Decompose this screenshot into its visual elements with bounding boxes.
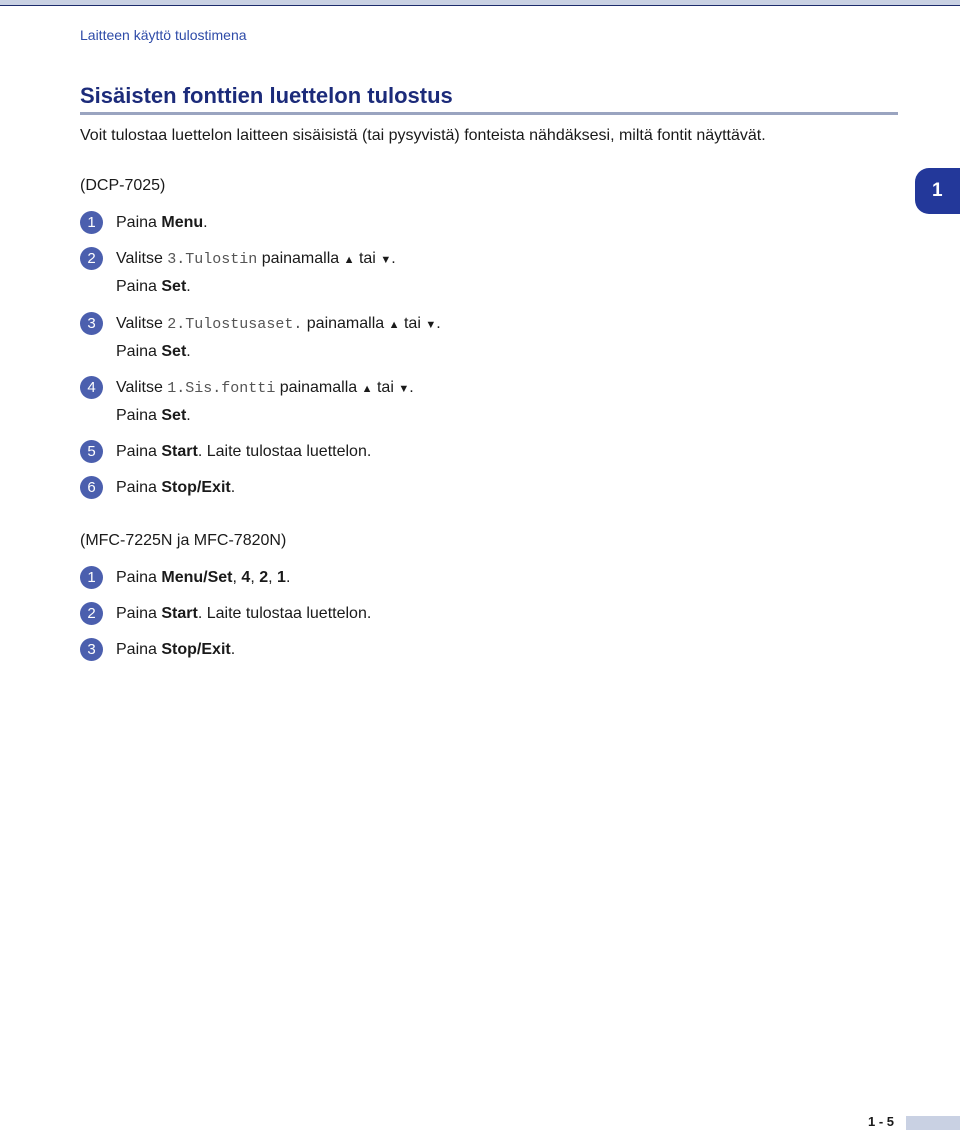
step-text: Paina Start. Laite tulostaa luettelon. — [116, 604, 372, 622]
step-text: Paina Start. Laite tulostaa luettelon. — [116, 442, 372, 460]
menu-item: 2.Tulostusaset. — [167, 315, 303, 333]
step-3-sub: Paina Set. — [116, 343, 191, 360]
step-number: 1 — [80, 566, 103, 589]
top-rule — [0, 0, 960, 6]
footer-bar — [906, 1116, 960, 1130]
step-text: Paina Menu/Set, 4, 2, 1. — [116, 568, 291, 586]
down-arrow-icon: ▼ — [425, 318, 437, 331]
running-head: Laitteen käyttö tulostimena — [80, 27, 247, 43]
step-4-sub: Paina Set. — [116, 407, 191, 424]
step-text: Valitse 2.Tulostusaset. painamalla ▲ tai ▼. — [116, 314, 441, 333]
step-number: 1 — [80, 211, 103, 234]
chapter-tab — [915, 168, 960, 214]
model-label-dcp: (DCP-7025) — [80, 177, 166, 194]
up-arrow-icon: ▲ — [361, 382, 373, 395]
step-text: Paina Stop/Exit. — [116, 478, 236, 496]
section-title: Sisäisten fonttien luettelon tulostus — [80, 83, 453, 108]
step-6 — [80, 476, 235, 499]
title-rule — [80, 112, 898, 115]
step-2 — [80, 247, 396, 270]
step-number: 2 — [80, 602, 103, 625]
step-number: 2 — [80, 247, 103, 270]
menu-item: 1.Sis.fontti — [167, 379, 276, 397]
step-number: 6 — [80, 476, 103, 499]
step-1 — [80, 566, 290, 589]
step-2 — [80, 602, 371, 625]
up-arrow-icon: ▲ — [343, 253, 355, 266]
step-number: 3 — [80, 638, 103, 661]
step-text: Valitse 1.Sis.fontti painamalla ▲ tai ▼. — [116, 378, 414, 397]
up-arrow-icon: ▲ — [388, 318, 400, 331]
step-number: 3 — [80, 312, 103, 335]
step-2-sub: Paina Set. — [116, 278, 191, 295]
step-number: 5 — [80, 440, 103, 463]
chapter-number: 1 — [932, 180, 943, 201]
down-arrow-icon: ▼ — [380, 253, 392, 266]
menu-item: 3.Tulostin — [167, 250, 258, 268]
step-text: Valitse 3.Tulostin painamalla ▲ tai ▼. — [116, 249, 396, 268]
model-label-mfc: (MFC-7225N ja MFC-7820N) — [80, 532, 287, 549]
step-text: Paina Menu. — [116, 213, 208, 231]
step-1 — [80, 211, 208, 234]
step-3 — [80, 312, 441, 335]
page-number: 1 - 5 — [868, 1114, 895, 1129]
step-4 — [80, 376, 414, 399]
intro-text: Voit tulostaa luettelon laitteen sisäisistä (tai pysyvistä) fonteista nähdäksesi, miltä fontit näyttävät. — [80, 127, 766, 144]
step-5 — [80, 440, 371, 463]
step-3 — [80, 638, 235, 661]
step-text: Paina Stop/Exit. — [116, 640, 236, 658]
down-arrow-icon: ▼ — [398, 382, 410, 395]
step-number: 4 — [80, 376, 103, 399]
